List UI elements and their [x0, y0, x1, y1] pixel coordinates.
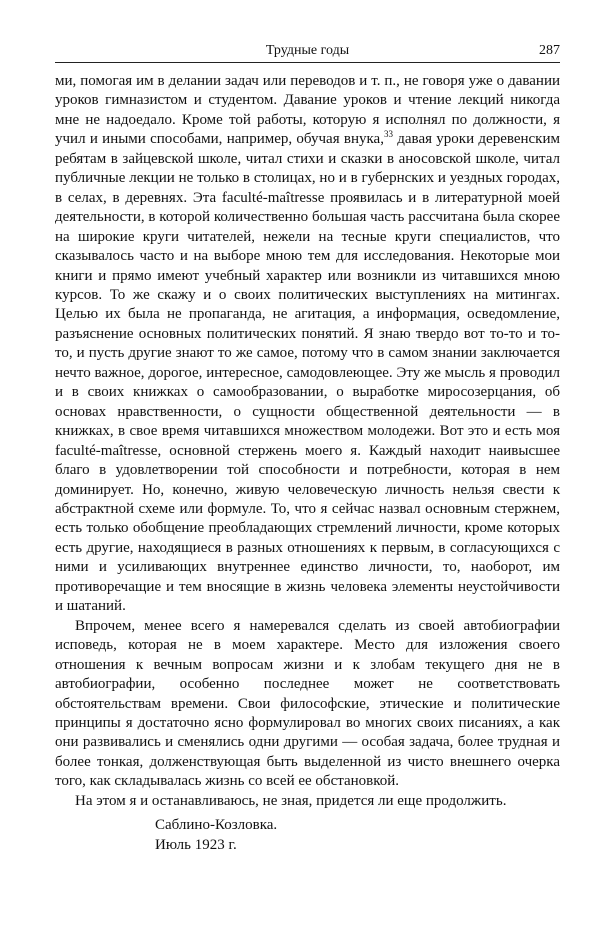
signature-block — [155, 815, 560, 855]
paragraph-1-part-2: давая уроки деревенским ребятам в зайцевской школе, читал стихи и сказки в аносовской школе, читал публичные лекции не только в столицах, но и в губернских и уездных городах, в селах, в деревнях. Эта faculté-maîtresse проявилась и в литературной моей деятельности, в которой количественно большая часть рассчитана была скорее на широкие круги читателей, нежели на тесные круги специалистов, что сказывалось часто и на выборе мною тем для исследования. Некоторые мои книги и прямо имеют учебный характер или возникли из читавшихся мною курсов. То же скажу и о своих политических выступлениях на митингах. Целью их была не пропаганда, не агитация, а информация, осведомление, разъяснение основных политических понятий. Я знаю твердо вот то-то и то-то, и пусть другие знают то же самое, потому что в самом знании заключается нечто важное, дорогое, интересное, самодовлеющее. Эту же мысль я проводил и в своих книжках о самообразовании, о выработке миросозерцания, об основах нравственности, о сущности общественной деятельности — в книжках, в свое время читавшихся множеством молодежи. Вот это и есть моя faculté-maîtresse, основной стержень моего я. Каждый находит наивысшее благо в удовлетворении той способности и потребности, которая в нем доминирует. Но, конечно, живую человеческую личность нельзя свести к абстрактной схеме или формуле. То, что я сейчас назвал основным стержнем, есть только обобщение преобладающих стремлений личности, кроме которых есть другие, находящиеся в разных отношениях к первым, в согласующихся с ними и усиливающих внутреннее единство личности, то, наоборот, им противоречащие и тем вносящие в жизнь человека элементы неустойчивости и шатаний. — [55, 131, 560, 615]
signature-date: Июль 1923 г. — [155, 837, 237, 854]
page-number: 287 — [539, 43, 560, 58]
signature-place: Саблино-Козловка. — [155, 817, 278, 834]
body-text — [55, 72, 560, 811]
running-title: Трудные годы — [265, 43, 350, 58]
footnote-reference: 33 — [383, 129, 393, 140]
paragraph-3: На этом я и останавливаюсь, не зная, придется ли еще продолжить. — [75, 792, 507, 809]
paragraph-1-part-1: ми, помогая им в делании задач или переводов и т. п., не говоря уже о давании уроков гимназистом и студентом. Давание уроков и чтение лекций никогда мне не надоедало. Кроме той работы, которую я исполнял по должности, я учил и иными способами, например, обучая внука, — [55, 73, 560, 148]
paragraph-1 — [55, 72, 560, 617]
paragraph-2: Впрочем, менее всего я намеревался сделать из своей автобиографии исповедь, которая не в моем характере. Место для изложения своего отношения к вечным вопросам жизни и к злобам текущего дня не в автобиографии, особенно последнее может не соответствовать обстоятельствам времени. Свои философские, этические и политические принципы я достаточно ясно формулировал во многих своих писаниях, а как они развивались и сменялись одни другими — особая задача, более трудная и более тонкая, долженствующая быть выделенной из чисто внешнего очерка того, как складывалась жизнь со всей ее обстановкой. — [55, 617, 560, 790]
book-page — [55, 40, 560, 855]
running-header — [55, 40, 560, 63]
